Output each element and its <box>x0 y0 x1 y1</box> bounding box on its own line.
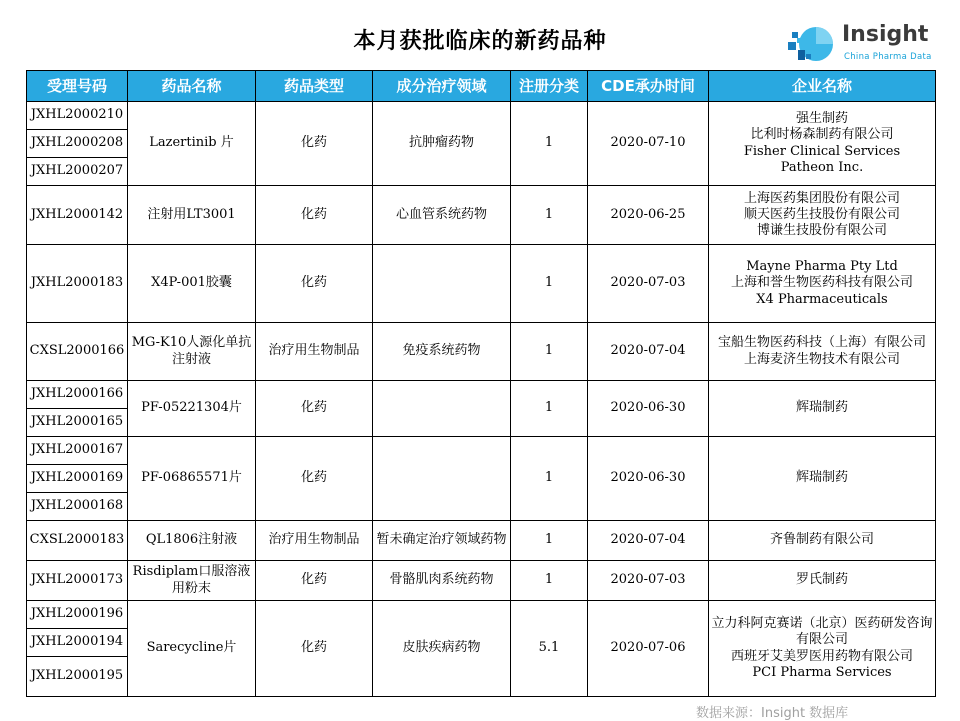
accept-no-cell: JXHL2000208 <box>26 130 128 158</box>
accept-no-cell: JXHL2000165 <box>26 409 128 437</box>
cde-date-cell: 2020-06-30 <box>588 381 709 437</box>
company-name: 顺天医药生技股份有限公司 <box>743 206 900 222</box>
accept-no-cell: JXHL2000166 <box>26 381 128 409</box>
accept-no-cell: JXHL2000207 <box>26 158 128 186</box>
cde-date-cell: 2020-06-30 <box>588 437 709 521</box>
company-name: PCI Pharma Services <box>752 664 892 680</box>
company-cell <box>709 102 936 186</box>
therapy-area-cell: 皮肤疾病药物 <box>373 601 511 697</box>
company-name: 上海麦济生物技术有限公司 <box>743 351 900 367</box>
company-name: 宝船生物医药科技（上海）有限公司 <box>717 335 926 351</box>
company-name: 齐鲁制药有限公司 <box>769 532 874 548</box>
cde-date-cell: 2020-07-04 <box>588 323 709 381</box>
header-accept-no: 受理号码 <box>26 70 128 102</box>
insight-logo-icon <box>784 18 838 70</box>
company-name: 强生制药 <box>795 111 848 126</box>
therapy-area-cell: 暂未确定治疗领域药物 <box>373 521 511 561</box>
drug-type-cell: 化药 <box>256 561 373 601</box>
company-name: 西班牙艾美罗医用药物有限公司 <box>730 648 913 664</box>
therapy-area-cell: 骨骼肌肉系统药物 <box>373 561 511 601</box>
reg-class-cell: 1 <box>511 561 588 601</box>
company-cell <box>709 186 936 245</box>
therapy-area-cell: 抗肿瘤药物 <box>373 102 511 186</box>
header-drug-name: 药品名称 <box>128 70 256 102</box>
cde-date-cell: 2020-07-10 <box>588 102 709 186</box>
drug-name-cell: Sarecycline片 <box>128 601 256 697</box>
company-name: 罗氏制药 <box>795 572 848 588</box>
company-name: Patheon Inc. <box>780 159 864 175</box>
reg-class-cell: 1 <box>511 437 588 521</box>
cde-date-cell: 2020-07-03 <box>588 245 709 323</box>
company-name: Mayne Pharma Pty Ltd <box>746 259 898 275</box>
company-name: 比利时杨森制药有限公司 <box>750 127 894 143</box>
reg-class-cell: 1 <box>511 381 588 437</box>
cde-date-cell: 2020-07-06 <box>588 601 709 697</box>
drug-type-cell: 化药 <box>256 381 373 437</box>
therapy-area-cell: 免疫系统药物 <box>373 323 511 381</box>
accept-no-cell: CXSL2000183 <box>26 521 128 561</box>
company-cell <box>709 521 936 561</box>
drug-name-cell: PF-06865571片 <box>128 437 256 521</box>
accept-no-cell: JXHL2000173 <box>26 561 128 601</box>
therapy-area-cell: 心血管系统药物 <box>373 186 511 245</box>
drug-approval-table <box>26 70 936 697</box>
logo-brand: Insight <box>842 22 929 47</box>
reg-class-cell: 1 <box>511 102 588 186</box>
data-source-note: 数据来源：Insight 数据库 <box>696 706 849 721</box>
insight-logo <box>784 18 944 70</box>
logo-subtitle: China Pharma Data <box>844 52 932 62</box>
accept-no-cell: JXHL2000195 <box>26 657 128 697</box>
accept-no-cell: JXHL2000183 <box>26 245 128 323</box>
page-title: 本月获批临床的新药品种 <box>353 29 607 54</box>
drug-name-cell: PF-05221304片 <box>128 381 256 437</box>
accept-no-cell: JXHL2000194 <box>26 629 128 657</box>
company-name: X4 Pharmaceuticals <box>756 291 888 307</box>
drug-name-cell: MG-K10人源化单抗注射液 <box>128 323 256 381</box>
drug-type-cell: 化药 <box>256 102 373 186</box>
drug-name-cell: Lazertinib 片 <box>128 102 256 186</box>
accept-no-cell: JXHL2000167 <box>26 437 128 465</box>
company-cell <box>709 601 936 697</box>
company-cell <box>709 437 936 521</box>
accept-no-cell: JXHL2000210 <box>26 102 128 130</box>
company-cell <box>709 561 936 601</box>
header-drug-type: 药品类型 <box>256 70 373 102</box>
reg-class-cell: 1 <box>511 323 588 381</box>
company-name: 博谦生技股份有限公司 <box>756 223 887 239</box>
header-company: 企业名称 <box>709 70 936 102</box>
header-therapy-area: 成分治疗领域 <box>373 70 511 102</box>
accept-no-cell: JXHL2000169 <box>26 465 128 493</box>
reg-class-cell: 1 <box>511 245 588 323</box>
accept-no-cell: JXHL2000142 <box>26 186 128 245</box>
reg-class-cell: 1 <box>511 186 588 245</box>
drug-type-cell: 化药 <box>256 245 373 323</box>
drug-name-cell: QL1806注射液 <box>128 521 256 561</box>
accept-no-cell: JXHL2000168 <box>26 493 128 521</box>
company-name: 立力科阿克赛诺（北京）医药研发咨询有限公司 <box>711 616 933 648</box>
company-cell <box>709 323 936 381</box>
drug-type-cell: 治疗用生物制品 <box>256 323 373 381</box>
therapy-area-cell <box>373 437 511 521</box>
drug-name-cell: Risdiplam口服溶液用粉末 <box>128 561 256 601</box>
company-name: 辉瑞制药 <box>795 400 848 416</box>
drug-type-cell: 化药 <box>256 437 373 521</box>
accept-no-cell: CXSL2000166 <box>26 323 128 381</box>
cde-date-cell: 2020-06-25 <box>588 186 709 245</box>
company-cell <box>709 381 936 437</box>
drug-name-cell: X4P-001胶囊 <box>128 245 256 323</box>
cde-date-cell: 2020-07-04 <box>588 521 709 561</box>
cde-date-cell: 2020-07-03 <box>588 561 709 601</box>
drug-name-cell: 注射用LT3001 <box>128 186 256 245</box>
drug-type-cell: 治疗用生物制品 <box>256 521 373 561</box>
company-name: 辉瑞制药 <box>795 470 848 486</box>
therapy-area-cell <box>373 245 511 323</box>
accept-no-cell: JXHL2000196 <box>26 601 128 629</box>
therapy-area-cell <box>373 381 511 437</box>
reg-class-cell: 5.1 <box>511 601 588 697</box>
drug-type-cell: 化药 <box>256 601 373 697</box>
company-name: Fisher Clinical Services <box>743 143 901 159</box>
header-reg-class: 注册分类 <box>511 70 588 102</box>
header-cde-date: CDE承办时间 <box>588 70 709 102</box>
drug-type-cell: 化药 <box>256 186 373 245</box>
company-cell <box>709 245 936 323</box>
company-name: 上海医药集团股份有限公司 <box>743 190 900 206</box>
reg-class-cell: 1 <box>511 521 588 561</box>
company-name: 上海和誉生物医药科技有限公司 <box>730 275 913 291</box>
